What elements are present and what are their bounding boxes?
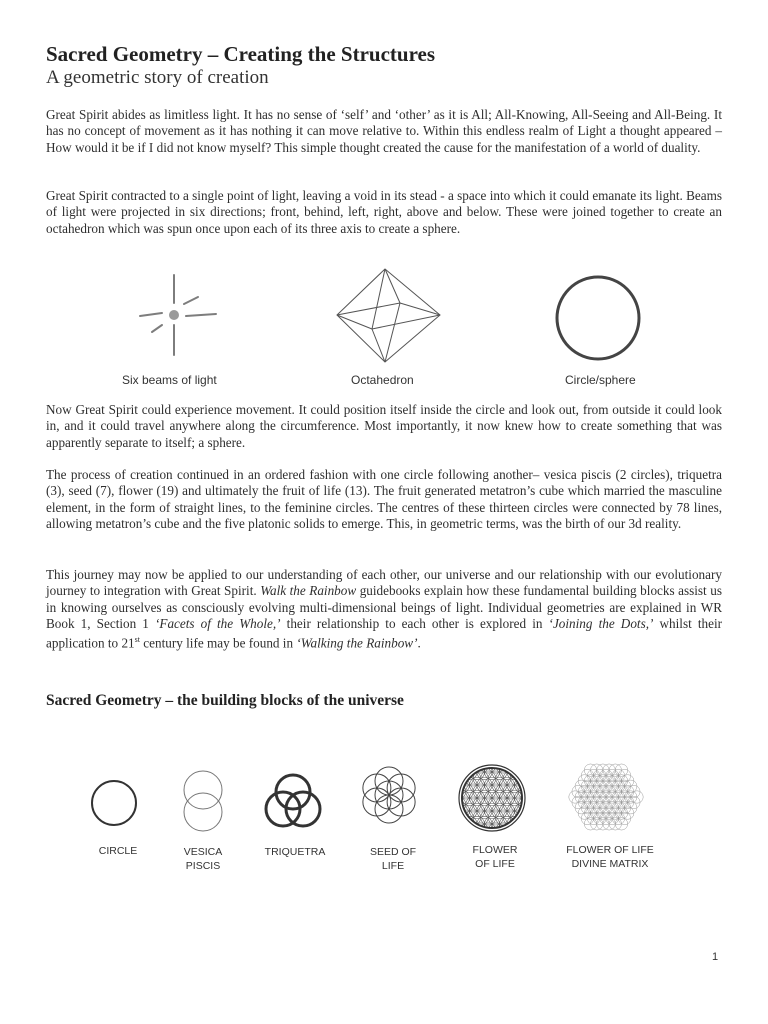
- paragraph-movement: Now Great Spirit could experience movement. It could position itself inside the circle and look out, from outside it could look in, and it could travel anywhere along the circumference. Most importantly, it now knew how to create something that was apparently separate to itself; a sphere.: [46, 402, 722, 450]
- block-circle-icon: [90, 778, 140, 828]
- page-subtitle: A geometric story of creation: [46, 67, 269, 88]
- page-number: 1: [712, 951, 719, 963]
- block-triquetra-icon: [263, 772, 323, 832]
- block-flower-of-life-icon: [456, 762, 528, 834]
- paragraph-six-beams: Great Spirit contracted to a single point of light, leaving a void in its stead - a space into which it could emanate its light. Beams of light were projected in six directions; front, behind, left, right, above and below. These were joined together to create an octahedron which was spun once upon each of its three axis to create a sphere.: [46, 188, 722, 236]
- label-vesica-piscis: VESICA PISCIS: [183, 846, 223, 872]
- label-circle: CIRCLE: [98, 845, 138, 857]
- block-divine-matrix-icon: [563, 754, 649, 840]
- label-divine-matrix: FLOWER OF LIFE DIVINE MATRIX: [566, 844, 654, 870]
- caption-six-beams: Six beams of light: [122, 373, 217, 387]
- section-heading: Sacred Geometry – the building blocks of the universe: [46, 692, 404, 709]
- paragraph-creation-process: The process of creation continued in an ordered fashion with one circle following another– vesica piscis (2 circles), triquetra (3), seed (7), flower (19) and ultimately the fruit of life (13). The fruit generated metatron’s cube which married the masculine element, in the form of straight lines, to the feminine circles. The centres of these thirteen circles were connected by 78 lines, allowing metatron’s cube and the five platonic solids to emerge. This, in geometric terms, was the birth of our 3d reality.: [46, 467, 722, 531]
- block-vesica-piscis-icon: [178, 770, 230, 834]
- page-title: Sacred Geometry – Creating the Structures: [46, 42, 436, 66]
- block-seed-of-life-icon: [356, 762, 422, 828]
- label-triquetra: TRIQUETRA: [264, 846, 326, 858]
- paragraph-journey: This journey may now be applied to our understanding of each other, our universe and our relationship with our evolutionary journey to integration with Great Spirit. Walk the Rainbow guidebooks explain how these fundamental building blocks assist us in knowing ourselves as consciously evolving multi-dimensional beings of light. Individual geometries are explained in WR Book 1, Section 1 ‘Facets of the Whole,’ their relationship to each other is explored in ‘Joining the Dots,’ whilst their application to 21st century life may be found in ‘Walking the Rainbow’.: [46, 567, 722, 651]
- octahedron-figure: [336, 268, 442, 364]
- section-title-joining-dots: ‘Joining the Dots,’: [548, 615, 654, 631]
- label-seed-of-life: SEED OF LIFE: [369, 846, 417, 872]
- section-title-facets: ‘Facets of the Whole,’: [155, 615, 281, 631]
- label-flower-of-life: FLOWER OF LIFE: [472, 844, 518, 870]
- six-beams-figure: [140, 270, 220, 360]
- book-title-walking-rainbow: ‘Walking the Rainbow’: [296, 635, 418, 651]
- paragraph-limitless-light: Great Spirit abides as limitless light. It has no sense of ‘self’ and ‘other’ as it is All; All-Knowing, All-Seeing and All-Being. It has no concept of movement as it has nothing it can move relative to. Within this endless realm of Light a thought appeared – How would it be if I did not know myself? This simple thought created the cause for the manifestation of a world of duality.: [46, 107, 722, 155]
- book-title-walk-the-rainbow: Walk the Rainbow: [260, 583, 357, 599]
- caption-sphere: Circle/sphere: [565, 373, 636, 387]
- sphere-figure: [554, 274, 644, 364]
- caption-octahedron: Octahedron: [351, 373, 414, 387]
